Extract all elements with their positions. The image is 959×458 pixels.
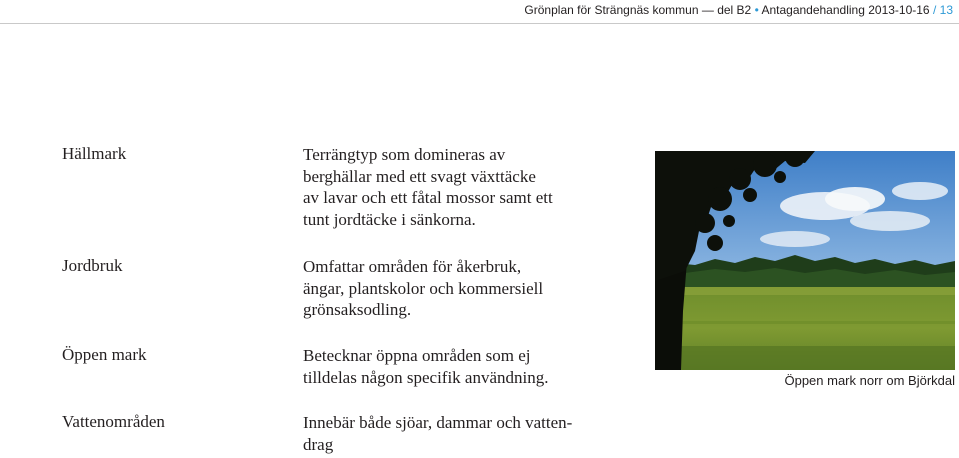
desc-line: Betecknar öppna områden som ej — [303, 346, 531, 365]
header-slash: / — [932, 3, 937, 17]
desc-line: tunt jordtäcke i sänkorna. — [303, 209, 476, 229]
description-hallmark — [303, 144, 603, 230]
header-title: Grönplan för Strängnäs kommun — [524, 3, 699, 17]
desc-line: drag — [303, 434, 334, 454]
page-number: 13 — [939, 3, 953, 17]
term-vattenomraden: Vattenområden — [62, 412, 165, 431]
term-oppen-mark: Öppen mark — [62, 345, 147, 364]
photo-caption: Öppen mark norr om Björkdal — [784, 373, 955, 388]
header-part: del B2 — [717, 3, 752, 17]
header-doc: Antagandehandling 2013-10-16 — [761, 3, 930, 17]
page-header — [0, 0, 959, 22]
desc-line: Innebär både sjöar, dammar och vatten- — [303, 413, 573, 432]
header-divider — [0, 23, 959, 24]
desc-line: tilldelas någon specifik användning. — [303, 367, 549, 387]
desc-line: av lavar och ett fåtal mossor samt ett — [303, 188, 553, 207]
desc-line: ängar, plantskolor och kommersiell — [303, 278, 544, 298]
header-line — [524, 3, 953, 17]
landscape-illustration — [655, 151, 955, 370]
term-hallmark: Hällmark — [62, 144, 127, 163]
description-vattenomraden — [303, 412, 603, 455]
header-bullet: • — [754, 3, 759, 17]
header-dash: — — [701, 3, 714, 17]
term-jordbruk: Jordbruk — [62, 256, 123, 275]
description-oppen-mark — [303, 345, 603, 388]
desc-line: Omfattar områden för åkerbruk, — [303, 257, 522, 276]
description-jordbruk — [303, 256, 603, 321]
landscape-photo — [655, 151, 955, 370]
desc-line: grönsaksodling. — [303, 300, 412, 319]
desc-line: Terrängtyp som domineras av — [303, 145, 506, 164]
desc-line: berghällar med ett svagt växttäcke — [303, 166, 536, 186]
